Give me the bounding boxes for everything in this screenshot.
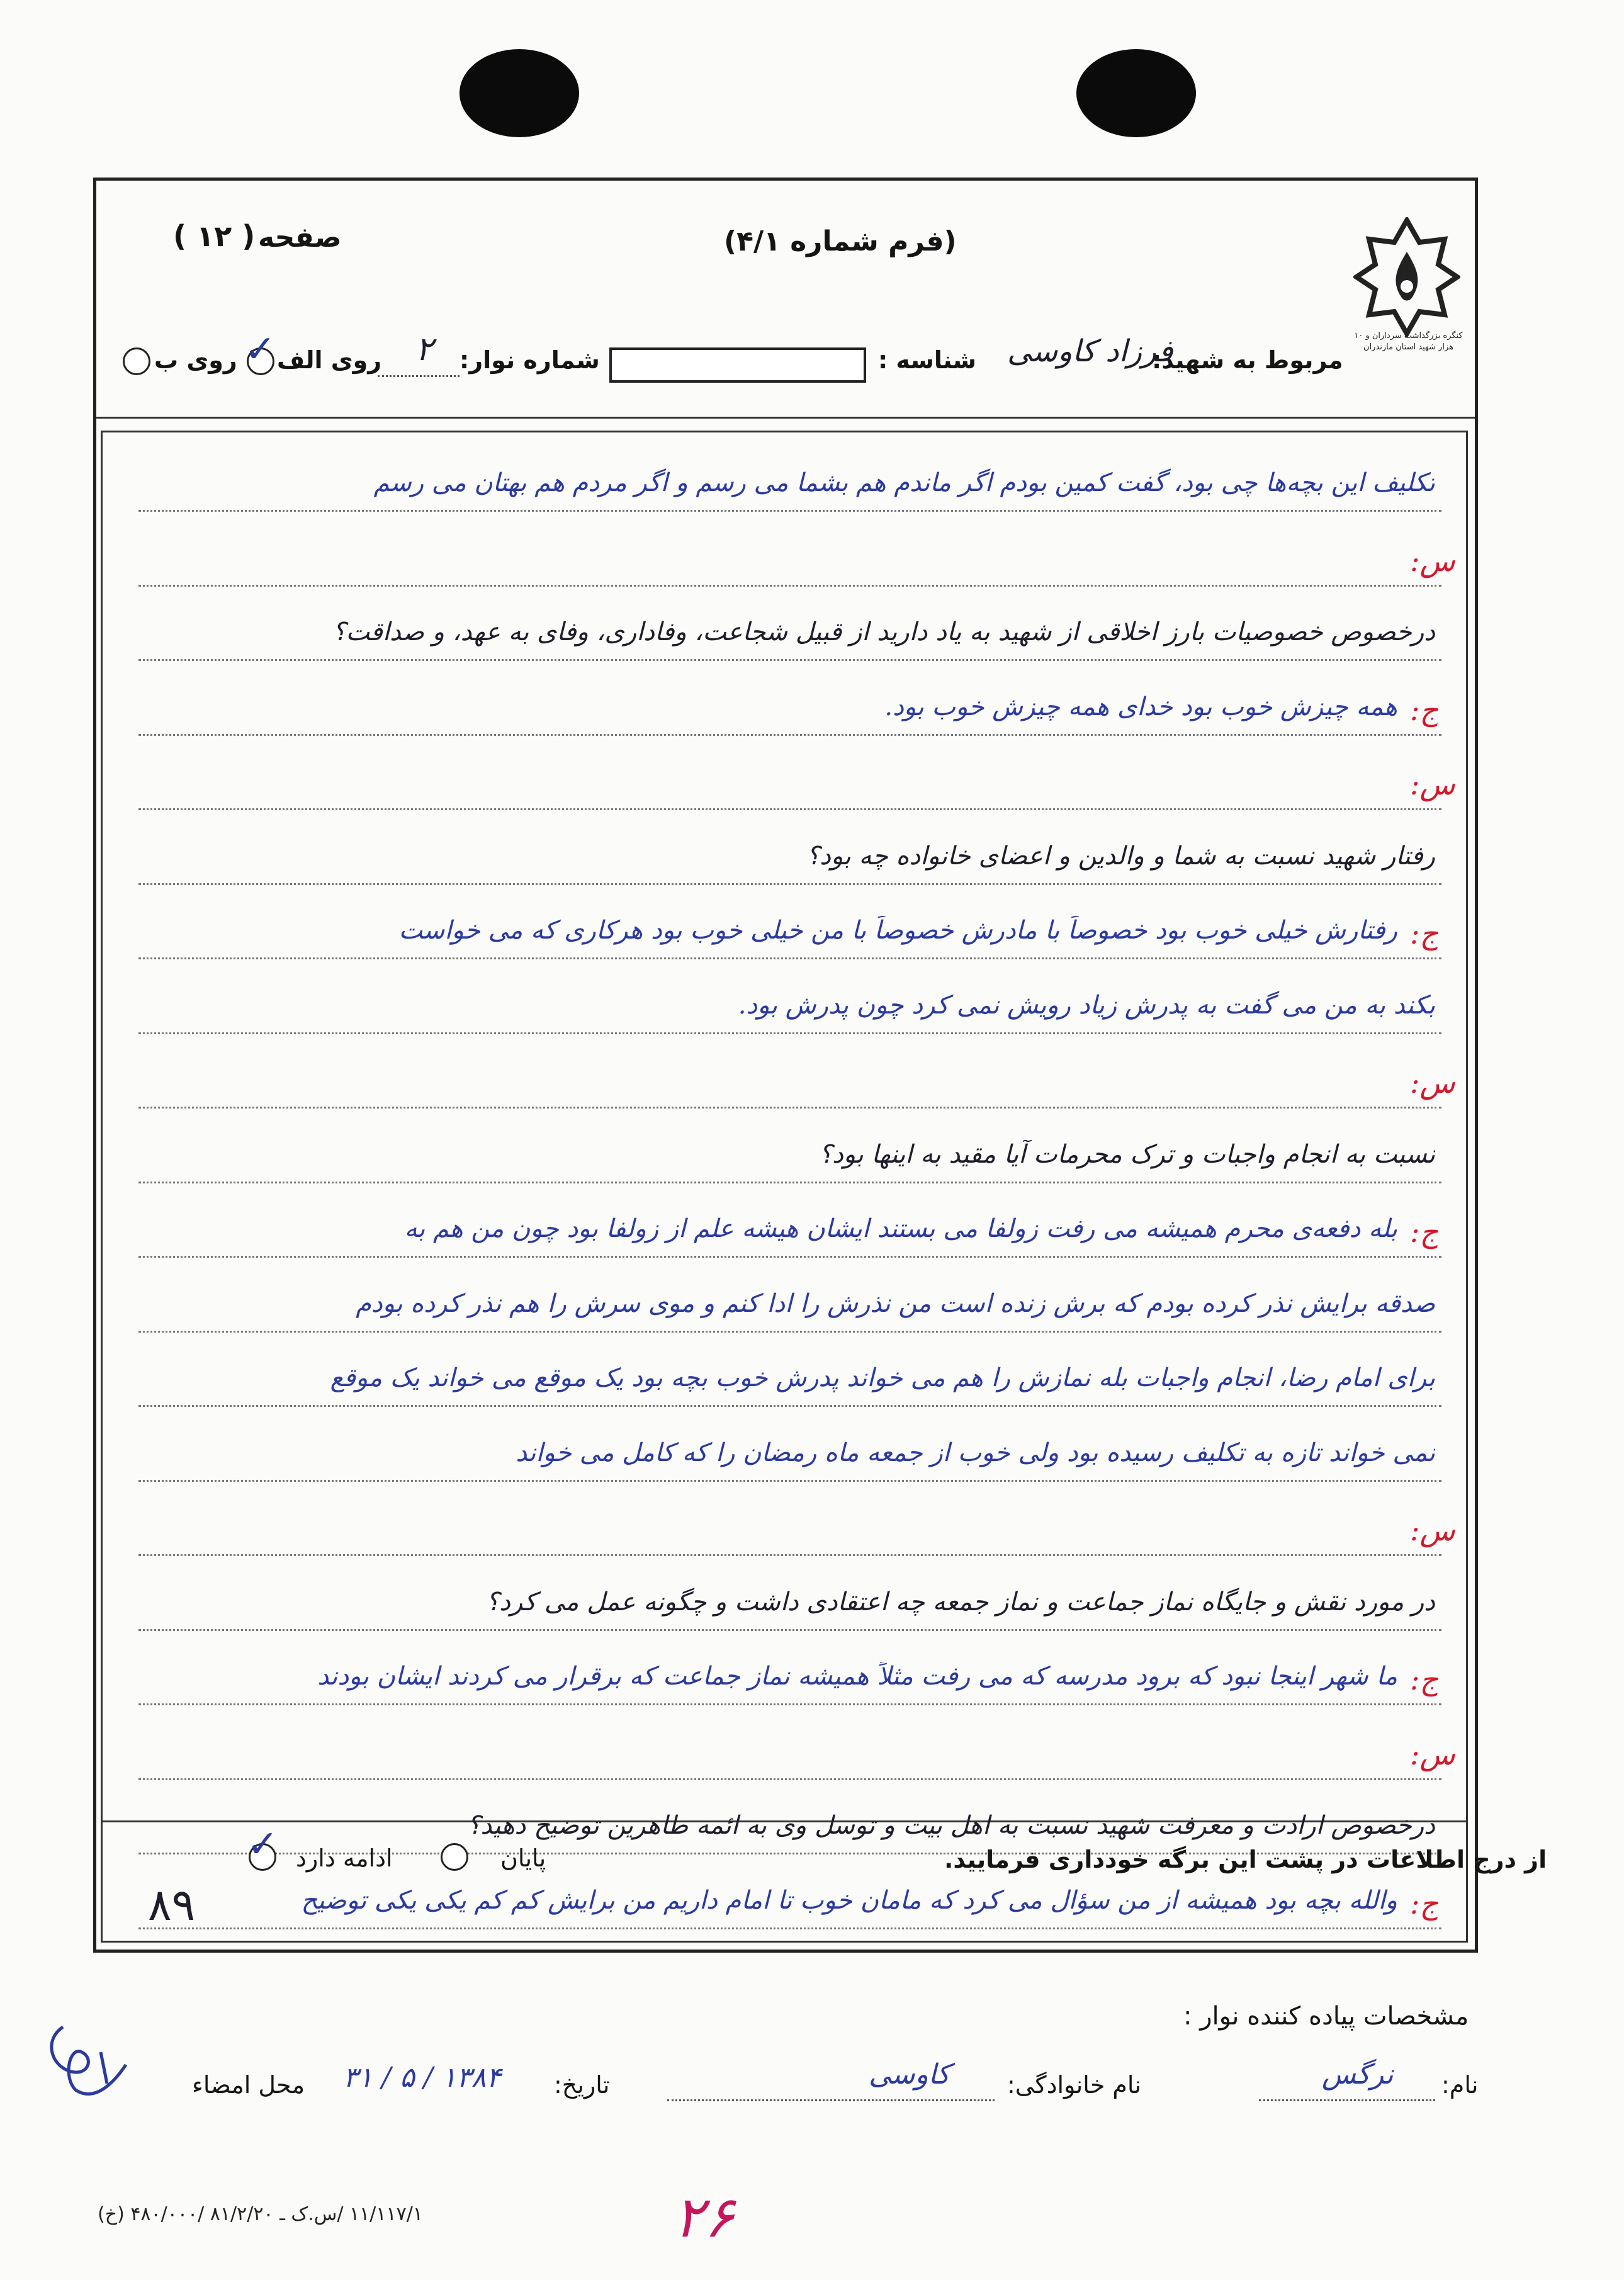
- ruled-line: [138, 1331, 1441, 1333]
- ruled-line: [138, 808, 1441, 810]
- question-marker: س:: [1410, 1737, 1455, 1771]
- ruled-line: [138, 1629, 1441, 1631]
- signature-label: محل امضاء: [192, 2071, 305, 2099]
- star-flame-icon: [1353, 217, 1460, 337]
- ruled-line: [138, 1927, 1441, 1929]
- transcriber-date-value: ۱۳۸۴ / ۵ / ۳۱: [343, 2062, 502, 2094]
- transcriber-date-label: تاریخ:: [554, 2071, 610, 2099]
- ruled-line: [138, 957, 1441, 959]
- ruled-line: [138, 734, 1441, 736]
- answer-text: نمی خواند تازه به تکلیف رسیده بود ولی خوب از جمعه ماه رمضان را که کامل می خواند: [516, 1438, 1435, 1467]
- question-marker: س:: [1410, 1066, 1455, 1100]
- transcriber-family-label: نام خانوادگی:: [1007, 2071, 1142, 2099]
- ruled-line: [138, 1032, 1441, 1034]
- ruled-line: [138, 1182, 1441, 1183]
- answer-text: برای امام رضا، انجام واجبات بله نمازش را هم می خواند پدرش خوب بچه بود یک موقع می خواند یک موقع: [330, 1363, 1435, 1392]
- id-label: شناسه :: [878, 346, 976, 374]
- answer-marker: ج:: [1410, 917, 1439, 951]
- transcriber-family-dots: [667, 2099, 995, 2101]
- answer-text: ما شهر اینجا نبود که برود مدرسه که می رفت مثلاً همیشه نماز جماعت که برقرار می کردند ایشان بودند: [317, 1662, 1397, 1691]
- end-label: پایان: [500, 1844, 546, 1872]
- header-divider: [96, 417, 1475, 419]
- martyr-name: فرزاد کاوسی: [1007, 334, 1173, 369]
- answer-text: صدقه برایش نذر کرده بودم که برش زنده است من نذرش را ادا کنم و موی سرش را هم نذر کرده بودم: [356, 1289, 1435, 1318]
- question-marker: س:: [1410, 543, 1455, 578]
- ruled-line: [138, 510, 1441, 512]
- logo-caption: کنگره بزرگداشت سرداران و ۱۰ هزار شهید استان مازندران: [1354, 331, 1463, 352]
- handwritten-count: ۸۹: [148, 1879, 196, 1931]
- page-number: ( ۱۲ ): [173, 219, 256, 253]
- question-text: رفتار شهید نسبت به شما و والدین و اعضای خانواده چه بود؟: [806, 841, 1435, 871]
- signature-mark: [38, 2014, 138, 2109]
- transcriber-section-title: مشخصات پیاده کننده نوار :: [1183, 2002, 1469, 2031]
- answer-marker: ج:: [1410, 1662, 1439, 1696]
- ruled-line: [138, 1480, 1441, 1482]
- page-total-handwritten: ۲۶: [674, 2184, 735, 2250]
- question-text: درخصوص خصوصیات بارز اخلاقی از شهید به یاد دارید از قبیل شجاعت، وفاداری، وفای به عهد، و صداقت؟: [332, 618, 1435, 646]
- question-marker: س:: [1410, 1513, 1455, 1547]
- answer-text: والله بچه بود همیشه از من سؤال می کرد که مامان خوب تا امام داریم من برایش کم کم یکی یکی توضیح: [301, 1885, 1397, 1915]
- footer-notice: از درج اطلاعات در پشت این برگه خودداری فرمایید.: [944, 1846, 1547, 1873]
- answer-text: همه چیزش خوب بود خدای همه چیزش خوب بود.: [884, 692, 1397, 721]
- ruled-line: [138, 1107, 1441, 1109]
- tape-number-value: ۲: [415, 330, 433, 368]
- form-title: (فرم شماره ۴/۱): [724, 225, 957, 257]
- continues-checkmark-icon: ✓: [247, 1822, 279, 1866]
- answer-marker: ج:: [1410, 692, 1439, 727]
- transcriber-name-dots: [1259, 2099, 1435, 2101]
- answer-text: بله دفعه‌ی محرم همیشه می رفت زولفا می بستند ایشان هیشه علم از زولفا بود چون من هم به: [404, 1214, 1397, 1243]
- ruled-line: [138, 1703, 1441, 1705]
- id-field[interactable]: [609, 347, 866, 383]
- end-radio[interactable]: [441, 1843, 468, 1871]
- answer-marker: ج:: [1410, 1215, 1439, 1249]
- answer-text: بکند به من می گفت به پدرش زیاد رویش نمی کرد چون پدرش بود.: [738, 990, 1435, 1020]
- question-text: نسبت به انجام واجبات و ترک محرمات آیا مقید به اینها بود؟: [818, 1139, 1435, 1169]
- ruled-line: [138, 1778, 1441, 1780]
- ruled-line: [138, 585, 1441, 587]
- ruled-line: [138, 1256, 1441, 1258]
- martyr-label: مربوط به شهید:: [1152, 346, 1343, 374]
- page-label: صفحه: [258, 222, 342, 254]
- side-a-checkmark-icon: ✓: [244, 327, 276, 371]
- answer-text: رفتارش خیلی خوب بود خصوصاً با مادرش خصوصاً با من خیلی خوب بود هرکاری که می خواست: [398, 916, 1397, 945]
- question-text: درخصوص ارادت و معرفت شهید نسبت به اهل بیت و توسل وی به ائمه طاهرین توضیح دهید؟: [467, 1811, 1435, 1840]
- answer-marker: ج:: [1410, 1886, 1439, 1921]
- punch-hole-right: [1076, 49, 1196, 137]
- transcriber-name-value: نرگس: [1322, 2058, 1394, 2091]
- question-text: در مورد نقش و جایگاه نماز جماعت و نماز جمعه چه اعتقادی داشت و چگونه عمل می کرد؟: [485, 1587, 1435, 1617]
- answer-text: تکلیف این بچه‌ها چی بود، گفت کمین بودم اگر ماندم هم بشما می رسم و اگر مردم هم بهتان می رسم: [373, 468, 1435, 497]
- transcriber-family-value: کاوسی: [869, 2058, 950, 2091]
- ruled-line: [138, 1554, 1441, 1556]
- question-marker: س:: [1410, 767, 1455, 801]
- continues-label: ادامه دارد: [296, 1844, 393, 1872]
- ruled-line: [138, 883, 1441, 885]
- organization-logo: [1353, 217, 1460, 337]
- ruled-line: [138, 659, 1441, 661]
- print-code: ۱۱/۱۱۷/۱ /س.ک ـ ۸۱/۲/۲۰ /۴۸۰/۰۰۰ (خ): [98, 2203, 423, 2225]
- punch-hole-left: [460, 49, 579, 137]
- tape-number-dots: [378, 375, 460, 377]
- tape-number-label: شماره نوار:: [460, 346, 600, 374]
- side-b-label: روی ب: [154, 346, 237, 374]
- side-a-label: روی الف: [277, 346, 382, 374]
- side-b-radio[interactable]: [123, 347, 150, 375]
- ruled-line: [138, 1405, 1441, 1407]
- content-frame: [101, 431, 1468, 1943]
- transcriber-name-label: نام:: [1441, 2071, 1479, 2099]
